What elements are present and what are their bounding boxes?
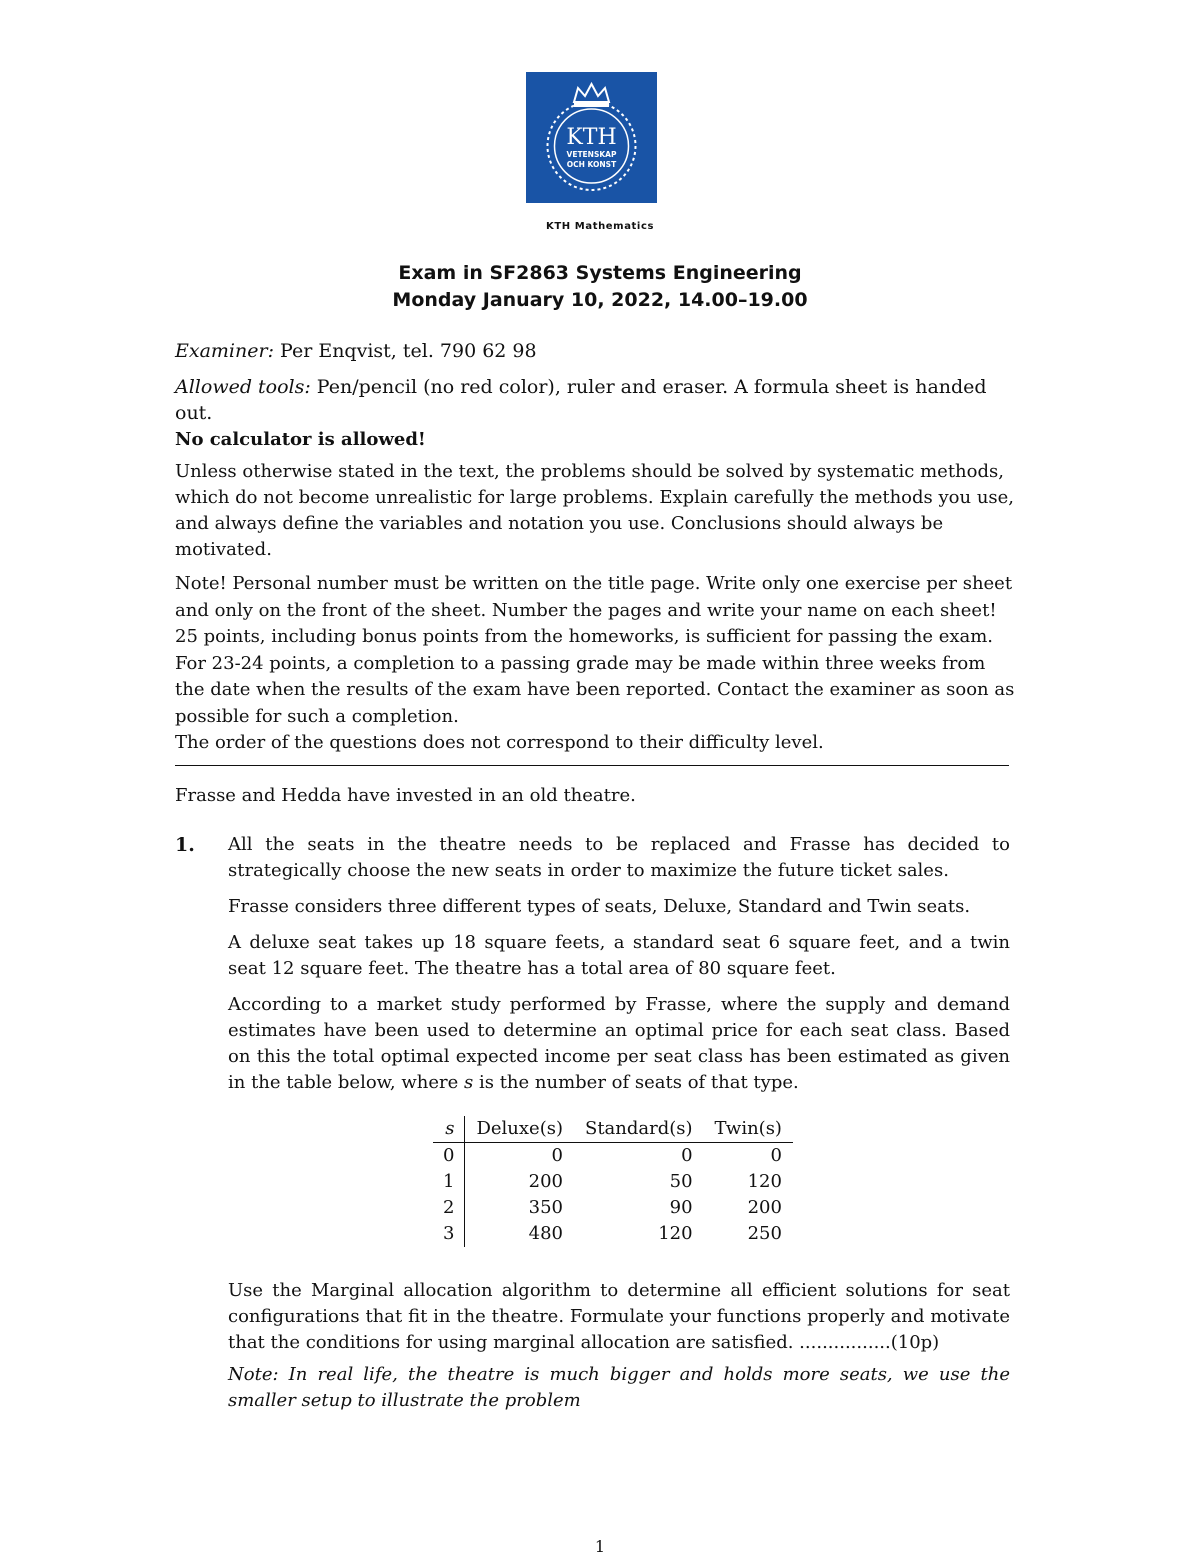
question-task-text: Use the Marginal allocation algorithm to determine all efficient solutions for seat configurations that fit in the theatre. Formulate your functions properly and motivate that the conditions for using marginal allocation are satisfied. ................ — [228, 1280, 1010, 1353]
question-body — [228, 832, 1010, 1106]
instructions-order: The order of the questions does not correspond to their difficulty level. — [175, 732, 824, 753]
table-header-twin: Twin(s) — [704, 1116, 793, 1143]
table-cell: 2 — [433, 1195, 465, 1221]
logo-text-main: KTH — [566, 125, 617, 150]
exam-title-line1: Exam in SF2863 Systems Engineering — [398, 262, 802, 284]
table-cell: 200 — [747, 1197, 782, 1218]
instructions-note: Note! Personal number must be written on the title page. Write only one exercise per sheet and only on the front of the sheet. Number the pages and write your name on each sheet! — [175, 573, 1013, 621]
table-cell: 120 — [658, 1223, 693, 1244]
question-paragraph-3: A deluxe seat takes up 18 square feets, a standard seat 6 square feet, and a twin seat 12 square feet. The theatre has a total area of 80 square feet. — [228, 932, 1010, 979]
table-header-standard: Standard(s) — [574, 1116, 704, 1143]
table-header-deluxe: Deluxe(s) — [465, 1116, 574, 1143]
problem-intro: Frasse and Hedda have invested in an old theatre. — [175, 785, 636, 806]
exam-instructions — [175, 338, 1015, 765]
logo-text-line1: VETENSKAP — [566, 150, 617, 159]
table-header-s: s — [433, 1116, 465, 1143]
table-cell: 350 — [528, 1197, 563, 1218]
allowed-tools-label: Allowed tools: — [175, 376, 311, 398]
table-cell: 0 — [433, 1143, 465, 1170]
exam-title-line2: Monday January 10, 2022, 14.00–19.00 — [392, 289, 808, 311]
exam-title — [0, 260, 1200, 314]
table-cell: 3 — [433, 1221, 465, 1247]
instructions-paragraph-1: Unless otherwise stated in the text, the problems should be solved by systematic methods, which do not become unrealistic for large problems. Explain carefully the methods you use, and always define the variables and notation you use. Conclusions should always be motivated. — [175, 461, 1015, 560]
table-cell: 0 — [770, 1145, 782, 1166]
examiner-value: Per Enqvist, tel. 790 62 98 — [273, 340, 537, 362]
allowed-tools-line — [175, 374, 1015, 426]
table-cell: 480 — [528, 1223, 563, 1244]
question-note: Note: In real life, the theatre is much bigger and holds more seats, we use the smaller setup to illustrate the problem — [228, 1364, 1010, 1411]
instructions-passing: 25 points, including bonus points from the homeworks, is sufficient for passing the exam. For 23-24 points, a completion to a passing grade may be made within three weeks from the date when the results of the exam have been reported. Contact the examiner as soon as possible for such a completion. — [175, 626, 1015, 727]
table-cell: 120 — [747, 1171, 782, 1192]
question-task-block — [228, 1278, 1010, 1420]
no-calculator-note: No calculator is allowed! — [175, 429, 426, 450]
kth-logo — [526, 72, 657, 203]
table-row — [433, 1143, 793, 1170]
table-row — [433, 1221, 793, 1247]
instructions-paragraph-2 — [175, 571, 1015, 757]
kth-emblem-icon — [526, 72, 657, 203]
examiner-line — [175, 338, 1015, 364]
table-cell: 0 — [681, 1145, 693, 1166]
question-number: 1. — [175, 834, 195, 856]
table-cell: 250 — [747, 1223, 782, 1244]
question-task — [228, 1278, 1010, 1356]
section-divider — [175, 765, 1009, 766]
table-cell: 90 — [669, 1197, 693, 1218]
logo-text-line2: OCH KONST — [566, 160, 617, 169]
allowed-tools-value: Pen/pencil (no red color), ruler and eraser. A formula sheet is handed out. — [175, 376, 987, 424]
question-paragraph-1: All the seats in the theatre needs to be replaced and Frasse has decided to strategically choose the new seats in order to maximize the future ticket sales. — [228, 834, 1010, 881]
table-row — [433, 1169, 793, 1195]
table-row — [433, 1195, 793, 1221]
table-cell: 0 — [551, 1145, 563, 1166]
examiner-label: Examiner: — [175, 340, 274, 362]
table-cell: 1 — [433, 1169, 465, 1195]
page-number: 1 — [594, 1537, 606, 1556]
question-paragraph-2: Frasse considers three different types of seats, Deluxe, Standard and Twin seats. — [228, 896, 971, 917]
table-cell: 200 — [528, 1171, 563, 1192]
question-points: (10p) — [890, 1332, 940, 1353]
table-cell: 50 — [669, 1171, 693, 1192]
question-paragraph-4: According to a market study performed by Frasse, where the supply and demand estimates have been used to determine an optimal price for each seat class. Based on this the total optimal expected income per seat class has been estimated as given in the table below, where s is the number of seats of that type. — [228, 994, 1010, 1093]
income-table — [433, 1116, 793, 1247]
income-table-header-row — [433, 1116, 793, 1143]
department-label: KTH Mathematics — [545, 221, 655, 232]
